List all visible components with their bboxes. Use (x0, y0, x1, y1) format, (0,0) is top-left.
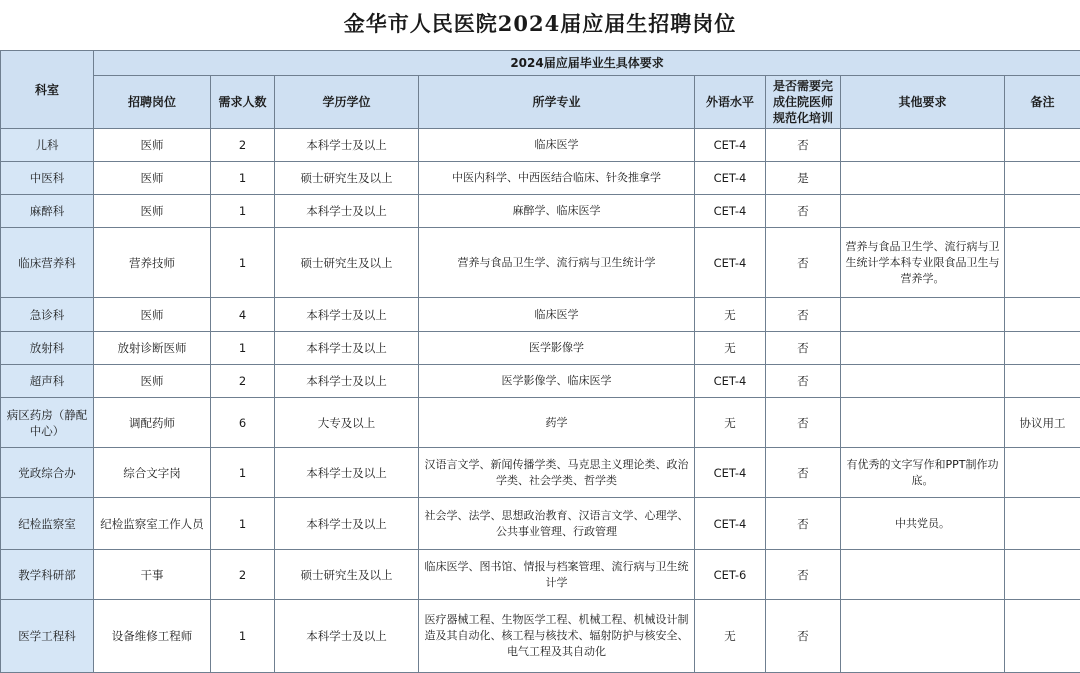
cell-language: 无 (695, 398, 766, 448)
cell-note (1005, 298, 1080, 332)
cell-position: 纪检监察室工作人员 (94, 498, 211, 550)
cell-dept: 中医科 (1, 162, 94, 195)
cell-position: 医师 (94, 162, 211, 195)
cell-education: 本科学士及以上 (275, 195, 419, 228)
cell-note (1005, 195, 1080, 228)
cell-note (1005, 228, 1080, 298)
cell-count: 1 (211, 498, 275, 550)
header-group: 2024届应届毕业生具体要求 (94, 51, 1080, 76)
header-education: 学历学位 (275, 76, 419, 129)
cell-language: 无 (695, 600, 766, 673)
cell-training: 否 (766, 600, 841, 673)
cell-language: CET-4 (695, 448, 766, 498)
cell-training: 否 (766, 195, 841, 228)
cell-count: 2 (211, 365, 275, 398)
cell-position: 综合文字岗 (94, 448, 211, 498)
cell-training: 是 (766, 162, 841, 195)
table-row (1, 129, 1080, 162)
cell-position: 放射诊断医师 (94, 332, 211, 365)
header-dept: 科室 (1, 51, 94, 129)
cell-other (841, 332, 1005, 365)
cell-dept: 儿科 (1, 129, 94, 162)
cell-count: 4 (211, 298, 275, 332)
cell-language: CET-4 (695, 228, 766, 298)
cell-major: 营养与食品卫生学、流行病与卫生统计学 (419, 228, 695, 298)
cell-position: 干事 (94, 550, 211, 600)
table-row (1, 298, 1080, 332)
table-row (1, 365, 1080, 398)
cell-education: 本科学士及以上 (275, 298, 419, 332)
cell-language: CET-4 (695, 195, 766, 228)
header-count: 需求人数 (211, 76, 275, 129)
header-position: 招聘岗位 (94, 76, 211, 129)
cell-note (1005, 365, 1080, 398)
cell-other (841, 162, 1005, 195)
cell-dept: 病区药房（静配中心） (1, 398, 94, 448)
cell-dept: 教学科研部 (1, 550, 94, 600)
header-language: 外语水平 (695, 76, 766, 129)
cell-education: 硕士研究生及以上 (275, 550, 419, 600)
cell-major: 临床医学 (419, 129, 695, 162)
header-major: 所学专业 (419, 76, 695, 129)
cell-dept: 纪检监察室 (1, 498, 94, 550)
cell-dept: 麻醉科 (1, 195, 94, 228)
cell-note (1005, 550, 1080, 600)
cell-dept: 急诊科 (1, 298, 94, 332)
cell-note (1005, 162, 1080, 195)
cell-language: CET-4 (695, 498, 766, 550)
cell-other (841, 298, 1005, 332)
cell-training: 否 (766, 550, 841, 600)
cell-major: 中医内科学、中西医结合临床、针灸推拿学 (419, 162, 695, 195)
cell-other (841, 550, 1005, 600)
cell-position: 医师 (94, 365, 211, 398)
cell-training: 否 (766, 398, 841, 448)
cell-education: 本科学士及以上 (275, 448, 419, 498)
table-row (1, 162, 1080, 195)
cell-other: 中共党员。 (841, 498, 1005, 550)
cell-education: 本科学士及以上 (275, 498, 419, 550)
cell-major: 社会学、法学、思想政治教育、汉语言文学、心理学、公共事业管理、行政管理 (419, 498, 695, 550)
cell-position: 医师 (94, 129, 211, 162)
cell-other (841, 398, 1005, 448)
cell-major: 医学影像学 (419, 332, 695, 365)
cell-major: 药学 (419, 398, 695, 448)
header-other: 其他要求 (841, 76, 1005, 129)
cell-count: 1 (211, 600, 275, 673)
cell-other (841, 600, 1005, 673)
cell-major: 医学影像学、临床医学 (419, 365, 695, 398)
cell-training: 否 (766, 129, 841, 162)
table-row (1, 398, 1080, 448)
cell-note (1005, 448, 1080, 498)
cell-dept: 医学工程科 (1, 600, 94, 673)
cell-count: 1 (211, 448, 275, 498)
cell-dept: 党政综合办 (1, 448, 94, 498)
cell-education: 大专及以上 (275, 398, 419, 448)
table-row (1, 195, 1080, 228)
cell-major: 临床医学 (419, 298, 695, 332)
cell-other (841, 365, 1005, 398)
table-row (1, 600, 1080, 673)
cell-training: 否 (766, 298, 841, 332)
cell-note (1005, 332, 1080, 365)
cell-education: 本科学士及以上 (275, 365, 419, 398)
cell-count: 1 (211, 228, 275, 298)
cell-count: 1 (211, 332, 275, 365)
header-note: 备注 (1005, 76, 1080, 129)
cell-language: CET-4 (695, 129, 766, 162)
cell-language: 无 (695, 298, 766, 332)
cell-count: 6 (211, 398, 275, 448)
header-training: 是否需要完成住院医师规范化培训 (766, 76, 841, 129)
table-row (1, 498, 1080, 550)
cell-position: 医师 (94, 195, 211, 228)
cell-position: 调配药师 (94, 398, 211, 448)
cell-training: 否 (766, 228, 841, 298)
cell-training: 否 (766, 498, 841, 550)
cell-training: 否 (766, 448, 841, 498)
page-title: 金华市人民医院2024届应届生招聘岗位 (0, 0, 1080, 48)
cell-education: 硕士研究生及以上 (275, 228, 419, 298)
cell-major: 临床医学、图书馆、情报与档案管理、流行病与卫生统计学 (419, 550, 695, 600)
cell-dept: 临床营养科 (1, 228, 94, 298)
table-row (1, 332, 1080, 365)
cell-position: 设备维修工程师 (94, 600, 211, 673)
cell-language: 无 (695, 332, 766, 365)
cell-dept: 放射科 (1, 332, 94, 365)
cell-position: 医师 (94, 298, 211, 332)
cell-other: 有优秀的文字写作和PPT制作功底。 (841, 448, 1005, 498)
cell-education: 本科学士及以上 (275, 129, 419, 162)
recruitment-table (0, 50, 1080, 673)
cell-language: CET-4 (695, 162, 766, 195)
cell-note (1005, 600, 1080, 673)
cell-education: 硕士研究生及以上 (275, 162, 419, 195)
cell-major: 医疗器械工程、生物医学工程、机械工程、机械设计制造及其自动化、核工程与核技术、辐射防护与核安全、电气工程及其自动化 (419, 600, 695, 673)
cell-training: 否 (766, 365, 841, 398)
cell-count: 1 (211, 195, 275, 228)
table-row (1, 228, 1080, 298)
cell-count: 2 (211, 550, 275, 600)
cell-language: CET-6 (695, 550, 766, 600)
cell-dept: 超声科 (1, 365, 94, 398)
cell-note: 协议用工 (1005, 398, 1080, 448)
cell-education: 本科学士及以上 (275, 332, 419, 365)
table-row (1, 550, 1080, 600)
cell-major: 汉语言文学、新闻传播学类、马克思主义理论类、政治学类、社会学类、哲学类 (419, 448, 695, 498)
cell-other: 营养与食品卫生学、流行病与卫生统计学本科专业限食品卫生与营养学。 (841, 228, 1005, 298)
cell-training: 否 (766, 332, 841, 365)
cell-education: 本科学士及以上 (275, 600, 419, 673)
cell-note (1005, 129, 1080, 162)
cell-position: 营养技师 (94, 228, 211, 298)
cell-major: 麻醉学、临床医学 (419, 195, 695, 228)
table-row (1, 448, 1080, 498)
cell-count: 1 (211, 162, 275, 195)
cell-note (1005, 498, 1080, 550)
cell-other (841, 129, 1005, 162)
cell-count: 2 (211, 129, 275, 162)
cell-language: CET-4 (695, 365, 766, 398)
cell-other (841, 195, 1005, 228)
